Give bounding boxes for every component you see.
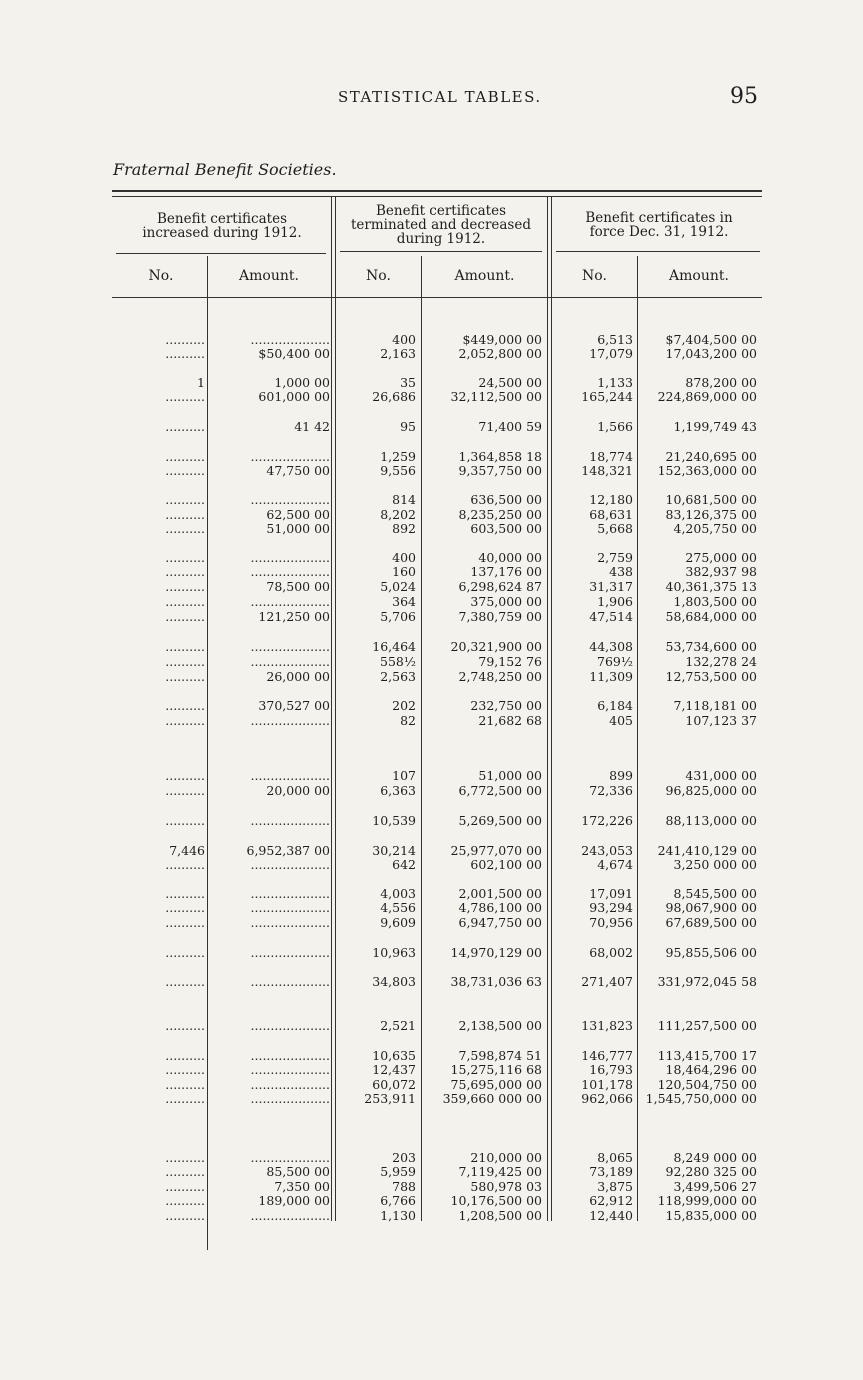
table-cell: 8,545,500 00 <box>673 886 757 901</box>
table-row <box>0 669 863 684</box>
table-cell: .......... <box>165 1179 205 1194</box>
table-cell: 3,499,506 27 <box>673 1179 757 1194</box>
table-row <box>0 768 863 783</box>
table-cell: 32,112,500 00 <box>450 389 542 404</box>
table-cell: 85,500 00 <box>266 1164 330 1179</box>
table-cell: 8,202 <box>380 507 416 522</box>
table-cell: .......... <box>165 768 205 783</box>
table-row <box>0 713 863 728</box>
table-cell: 41 42 <box>294 419 330 434</box>
table-cell: .......... <box>165 579 205 594</box>
table-cell: .......... <box>165 492 205 507</box>
table-cell: 20,321,900 00 <box>450 639 542 654</box>
table-cell: .................... <box>250 915 330 930</box>
table-cell: 1,000 00 <box>274 375 330 390</box>
table-cell: 2,001,500 00 <box>458 886 542 901</box>
table-cell: 68,631 <box>589 507 633 522</box>
table-cell: .................... <box>250 1208 330 1223</box>
table-cell: 10,176,500 00 <box>450 1193 542 1208</box>
table-cell: .................... <box>250 449 330 464</box>
table-cell: 1,364,858 18 <box>458 449 542 464</box>
table-row <box>0 974 863 989</box>
table-cell: 67,689,500 00 <box>665 915 757 930</box>
table-row <box>0 332 863 347</box>
table-row <box>0 375 863 390</box>
table-cell: 51,000 00 <box>266 521 330 536</box>
column-header-amount-1: Amount. <box>239 268 299 284</box>
table-cell: 962,066 <box>581 1091 633 1106</box>
table-cell: 7,350 00 <box>274 1179 330 1194</box>
section-title: Fraternal Benefit Societies. <box>113 160 337 179</box>
table-cell: 382,937 98 <box>685 564 757 579</box>
table-cell: .......... <box>165 564 205 579</box>
table-cell: 24,500 00 <box>478 375 542 390</box>
table-cell: .......... <box>165 332 205 347</box>
table-cell: .................... <box>250 974 330 989</box>
table-cell: .......... <box>165 507 205 522</box>
table-cell: .......... <box>165 550 205 565</box>
table-row <box>0 1048 863 1063</box>
column-header-no-1: No. <box>148 268 174 284</box>
table-cell: 2,052,800 00 <box>458 346 542 361</box>
table-row <box>0 783 863 798</box>
table-cell: 15,275,116 68 <box>450 1062 542 1077</box>
table-cell: 53,734,600 00 <box>665 639 757 654</box>
table-cell: 107 <box>392 768 416 783</box>
table-cell: .......... <box>165 669 205 684</box>
table-cell: .......... <box>165 654 205 669</box>
table-row <box>0 698 863 713</box>
table-row <box>0 1077 863 1092</box>
table-row <box>0 609 863 624</box>
table-cell: 58,684,000 00 <box>665 609 757 624</box>
table-cell: 6,184 <box>597 698 633 713</box>
table-cell: 40,000 00 <box>478 550 542 565</box>
table-cell: .................... <box>250 332 330 347</box>
table-cell: 6,772,500 00 <box>458 783 542 798</box>
table-cell: .......... <box>165 1150 205 1165</box>
table-cell: .......... <box>165 463 205 478</box>
table-cell: 111,257,500 00 <box>657 1018 757 1033</box>
table-cell: 34,803 <box>372 974 416 989</box>
table-cell: 1,208,500 00 <box>458 1208 542 1223</box>
table-cell: .......... <box>165 900 205 915</box>
table-cell: 20,000 00 <box>266 783 330 798</box>
table-cell: 4,556 <box>380 900 416 915</box>
table-cell: 892 <box>392 521 416 536</box>
table-cell: 12,440 <box>589 1208 633 1223</box>
table-cell: 10,963 <box>372 945 416 960</box>
table-cell: 5,024 <box>380 579 416 594</box>
table-cell: 10,539 <box>372 813 416 828</box>
table-cell: .......... <box>165 419 205 434</box>
table-cell: 6,298,624 87 <box>458 579 542 594</box>
table-cell: 2,163 <box>380 346 416 361</box>
table-cell: 769½ <box>597 654 633 669</box>
table-cell: .......... <box>165 449 205 464</box>
table-cell: .................... <box>250 886 330 901</box>
table-cell: .......... <box>165 1062 205 1077</box>
table-cell: $7,404,500 00 <box>665 332 757 347</box>
table-row <box>0 1150 863 1165</box>
table-row <box>0 1179 863 1194</box>
table-cell: 146,777 <box>581 1048 633 1063</box>
table-row <box>0 1062 863 1077</box>
table-cell: .................... <box>250 1077 330 1092</box>
table-row <box>0 654 863 669</box>
table-cell: 7,446 <box>169 843 205 858</box>
table-row <box>0 915 863 930</box>
table-cell: 431,000 00 <box>685 768 757 783</box>
table-row <box>0 564 863 579</box>
table-cell: 31,317 <box>589 579 633 594</box>
table-cell: 12,753,500 00 <box>665 669 757 684</box>
table-cell: 47,514 <box>589 609 633 624</box>
table-cell: 601,000 00 <box>258 389 330 404</box>
table-cell: 172,226 <box>581 813 633 828</box>
table-cell: 98,067,900 00 <box>665 900 757 915</box>
table-cell: .......... <box>165 857 205 872</box>
table-cell: 271,407 <box>581 974 633 989</box>
table-cell: 88,113,000 00 <box>665 813 757 828</box>
table-cell: 40,361,375 13 <box>665 579 757 594</box>
table-row <box>0 886 863 901</box>
table-cell: .................... <box>250 654 330 669</box>
table-cell: 3,875 <box>597 1179 633 1194</box>
table-cell: 5,959 <box>380 1164 416 1179</box>
table-cell: .......... <box>165 813 205 828</box>
column-header-no-3: No. <box>582 268 607 284</box>
table-cell: .................... <box>250 550 330 565</box>
table-cell: 642 <box>392 857 416 872</box>
table-cell: .......... <box>165 1018 205 1033</box>
table-cell: 18,464,296 00 <box>665 1062 757 1077</box>
table-cell: 17,043,200 00 <box>665 346 757 361</box>
table-row <box>0 1091 863 1106</box>
table-cell: 4,786,100 00 <box>458 900 542 915</box>
column-header-no-2: No. <box>366 268 391 284</box>
table-cell: .................... <box>250 945 330 960</box>
table-cell: 51,000 00 <box>478 768 542 783</box>
table-cell: .......... <box>165 521 205 536</box>
table-cell: 1,566 <box>597 419 633 434</box>
table-row <box>0 945 863 960</box>
table-cell: 120,504,750 00 <box>657 1077 757 1092</box>
table-cell: 93,294 <box>589 900 633 915</box>
table-cell: .................... <box>250 768 330 783</box>
table-cell: 62,912 <box>589 1193 633 1208</box>
table-cell: 47,750 00 <box>266 463 330 478</box>
table-row <box>0 579 863 594</box>
table-cell: 2,759 <box>597 550 633 565</box>
column-header-amount-2: Amount. <box>454 268 515 284</box>
table-row <box>0 389 863 404</box>
table-cell: .......... <box>165 594 205 609</box>
table-cell: 1 <box>197 375 205 390</box>
table-cell: 121,250 00 <box>258 609 330 624</box>
table-cell: 9,357,750 00 <box>458 463 542 478</box>
table-cell: 16,464 <box>372 639 416 654</box>
table-cell: 203 <box>392 1150 416 1165</box>
table-cell: 113,415,700 17 <box>657 1048 757 1063</box>
table-row <box>0 492 863 507</box>
table-cell: .................... <box>250 1048 330 1063</box>
table-cell: .......... <box>165 886 205 901</box>
table-cell: 160 <box>392 564 416 579</box>
table-row <box>0 843 863 858</box>
table-cell: 370,527 00 <box>258 698 330 713</box>
table-cell: 580,978 03 <box>470 1179 542 1194</box>
page-number: 95 <box>730 84 758 109</box>
table-cell: 602,100 00 <box>470 857 542 872</box>
table-cell: 6,952,387 00 <box>246 843 330 858</box>
table-cell: .......... <box>165 974 205 989</box>
table-cell: 2,563 <box>380 669 416 684</box>
table-cell: 6,363 <box>380 783 416 798</box>
table-cell: 101,178 <box>581 1077 633 1092</box>
table-cell: 275,000 00 <box>685 550 757 565</box>
table-cell: 21,682 68 <box>478 713 542 728</box>
table-cell: 899 <box>609 768 633 783</box>
table-cell: 7,380,759 00 <box>458 609 542 624</box>
table-cell: 558½ <box>380 654 416 669</box>
table-cell: 364 <box>392 594 416 609</box>
table-cell: 5,269,500 00 <box>458 813 542 828</box>
table-row <box>0 857 863 872</box>
table-row <box>0 1193 863 1208</box>
table-cell: 75,695,000 00 <box>450 1077 542 1092</box>
table-cell: 38,731,036 63 <box>450 974 542 989</box>
table-cell: 92,280 325 00 <box>665 1164 757 1179</box>
table-cell: .......... <box>165 639 205 654</box>
table-cell: 16,793 <box>589 1062 633 1077</box>
table-cell: 1,259 <box>380 449 416 464</box>
table-cell: 5,706 <box>380 609 416 624</box>
table-cell: 4,674 <box>597 857 633 872</box>
table-cell: 72,336 <box>589 783 633 798</box>
table-cell: .......... <box>165 609 205 624</box>
table-cell: 400 <box>392 550 416 565</box>
table-cell: .................... <box>250 1150 330 1165</box>
table-cell: 78,500 00 <box>266 579 330 594</box>
table-cell: 241,410,129 00 <box>657 843 757 858</box>
table-row <box>0 639 863 654</box>
table-cell: 8,235,250 00 <box>458 507 542 522</box>
group-header-terminated: Benefit certificates terminated and decreased during 1912. <box>351 203 531 247</box>
table-cell: 25,977,070 00 <box>450 843 542 858</box>
table-cell: 1,906 <box>597 594 633 609</box>
table-cell: 118,999,000 00 <box>657 1193 757 1208</box>
table-cell: 400 <box>392 332 416 347</box>
table-cell: 636,500 00 <box>470 492 542 507</box>
table-cell: 17,091 <box>589 886 633 901</box>
table-cell: 137,176 00 <box>470 564 542 579</box>
table-cell: .................... <box>250 713 330 728</box>
table-row <box>0 1208 863 1223</box>
table-cell: 73,189 <box>589 1164 633 1179</box>
table-cell: 107,123 37 <box>685 713 757 728</box>
table-cell: .......... <box>165 1077 205 1092</box>
table-cell: 12,437 <box>372 1062 416 1077</box>
table-cell: .......... <box>165 783 205 798</box>
table-cell: 17,079 <box>589 346 633 361</box>
table-cell: .................... <box>250 813 330 828</box>
table-cell: 11,309 <box>589 669 633 684</box>
table-cell: 210,000 00 <box>470 1150 542 1165</box>
table-cell: 1,545,750,000 00 <box>645 1091 757 1106</box>
table-cell: 71,400 59 <box>478 419 542 434</box>
table-cell: .......... <box>165 1091 205 1106</box>
table-cell: 14,970,129 00 <box>450 945 542 960</box>
table-cell: .......... <box>165 945 205 960</box>
table-cell: .................... <box>250 1018 330 1033</box>
group-header-in-force: Benefit certificates in force Dec. 31, 1912. <box>585 210 733 240</box>
table-row <box>0 463 863 478</box>
table-cell: 131,823 <box>581 1018 633 1033</box>
table-cell: 70,956 <box>589 915 633 930</box>
table-cell: 62,500 00 <box>266 507 330 522</box>
table-row <box>0 449 863 464</box>
table-cell: 224,869,000 00 <box>657 389 757 404</box>
table-row <box>0 550 863 565</box>
table-cell: 9,556 <box>380 463 416 478</box>
table-cell: 6,766 <box>380 1193 416 1208</box>
table-cell: 26,686 <box>372 389 416 404</box>
table-cell: 82 <box>400 713 416 728</box>
table-cell: 9,609 <box>380 915 416 930</box>
table-cell: 788 <box>392 1179 416 1194</box>
table-cell: 7,598,874 51 <box>458 1048 542 1063</box>
table-cell: .......... <box>165 389 205 404</box>
table-cell: 2,521 <box>380 1018 416 1033</box>
table-cell: 243,053 <box>581 843 633 858</box>
table-row <box>0 1018 863 1033</box>
table-cell: 1,133 <box>597 375 633 390</box>
table-cell: .......... <box>165 1193 205 1208</box>
table-cell: 68,002 <box>589 945 633 960</box>
table-cell: 79,152 76 <box>478 654 542 669</box>
table-cell: 4,205,750 00 <box>673 521 757 536</box>
table-cell: 3,250 000 00 <box>673 857 757 872</box>
table-cell: 253,911 <box>364 1091 416 1106</box>
table-cell: 2,748,250 00 <box>458 669 542 684</box>
table-cell: 21,240,695 00 <box>665 449 757 464</box>
table-row <box>0 1164 863 1179</box>
table-cell: 1,130 <box>380 1208 416 1223</box>
table-cell: .......... <box>165 1164 205 1179</box>
table-cell: 96,825,000 00 <box>665 783 757 798</box>
table-cell: 6,947,750 00 <box>458 915 542 930</box>
table-cell: 12,180 <box>589 492 633 507</box>
table-cell: .......... <box>165 713 205 728</box>
table-cell: .......... <box>165 1208 205 1223</box>
table-cell: 814 <box>392 492 416 507</box>
column-header-amount-3: Amount. <box>669 268 729 284</box>
table-row <box>0 594 863 609</box>
table-cell: .................... <box>250 1091 330 1106</box>
table-cell: .......... <box>165 1048 205 1063</box>
table-cell: 438 <box>609 564 633 579</box>
table-cell: 10,635 <box>372 1048 416 1063</box>
table-cell: 95 <box>400 419 416 434</box>
table-cell: $449,000 00 <box>462 332 542 347</box>
table-cell: .................... <box>250 492 330 507</box>
table-cell: 35 <box>400 375 416 390</box>
table-cell: 10,681,500 00 <box>665 492 757 507</box>
table-cell: 15,835,000 00 <box>665 1208 757 1223</box>
table-cell: $50,400 00 <box>258 346 330 361</box>
table-cell: 2,138,500 00 <box>458 1018 542 1033</box>
table-cell: .................... <box>250 1062 330 1077</box>
table-cell: 30,214 <box>372 843 416 858</box>
table-cell: .......... <box>165 698 205 713</box>
table-cell: 202 <box>392 698 416 713</box>
table-row <box>0 346 863 361</box>
table-cell: 6,513 <box>597 332 633 347</box>
table-cell: 359,660 000 00 <box>442 1091 542 1106</box>
table-cell: 44,308 <box>589 639 633 654</box>
table-cell: 8,065 <box>597 1150 633 1165</box>
table-row <box>0 507 863 522</box>
table-cell: 148,321 <box>581 463 633 478</box>
table-cell: .................... <box>250 900 330 915</box>
table-cell: 331,972,045 58 <box>657 974 757 989</box>
table-cell: 152,363,000 00 <box>657 463 757 478</box>
table-row <box>0 813 863 828</box>
table-cell: 232,750 00 <box>470 698 542 713</box>
table-cell: 878,200 00 <box>685 375 757 390</box>
table-cell: 1,199,749 43 <box>673 419 757 434</box>
table-cell: 4,003 <box>380 886 416 901</box>
table-cell: 375,000 00 <box>470 594 542 609</box>
table-cell: 5,668 <box>597 521 633 536</box>
table-cell: 18,774 <box>589 449 633 464</box>
table-cell: 7,119,425 00 <box>458 1164 542 1179</box>
table-cell: .......... <box>165 915 205 930</box>
table-cell: .......... <box>165 346 205 361</box>
table-cell: .................... <box>250 857 330 872</box>
running-title: STATISTICAL TABLES. <box>338 88 542 106</box>
table-cell: .................... <box>250 639 330 654</box>
table-cell: 603,500 00 <box>470 521 542 536</box>
table-cell: 165,244 <box>581 389 633 404</box>
table-cell: 95,855,506 00 <box>665 945 757 960</box>
table-row <box>0 521 863 536</box>
table-row <box>0 900 863 915</box>
table-cell: 60,072 <box>372 1077 416 1092</box>
table-cell: 83,126,375 00 <box>665 507 757 522</box>
table-cell: .................... <box>250 564 330 579</box>
table-cell: 8,249 000 00 <box>673 1150 757 1165</box>
table-row <box>0 419 863 434</box>
table-cell: 405 <box>609 713 633 728</box>
group-header-increased: Benefit certificates increased during 1912. <box>142 211 302 241</box>
table-cell: 132,278 24 <box>685 654 757 669</box>
table-cell: 7,118,181 00 <box>673 698 757 713</box>
table-cell: 26,000 00 <box>266 669 330 684</box>
table-cell: .................... <box>250 594 330 609</box>
table-cell: 1,803,500 00 <box>673 594 757 609</box>
table-cell: 189,000 00 <box>258 1193 330 1208</box>
